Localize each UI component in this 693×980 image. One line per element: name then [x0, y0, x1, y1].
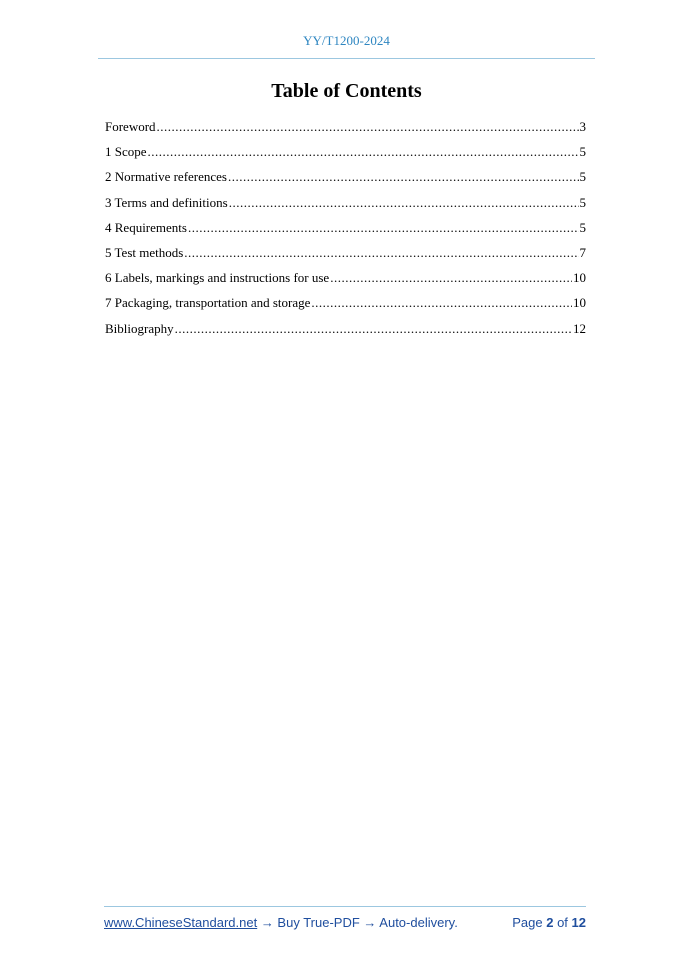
toc-dot-leader [229, 193, 579, 213]
toc-entry-bibliography[interactable] [105, 319, 586, 344]
toc-entry-label: 1 Scope [105, 144, 147, 160]
toc-entry-page: 7 [579, 244, 586, 260]
toc-entry-page: 5 [579, 144, 586, 160]
footer-promo [104, 915, 458, 930]
page-indicator [512, 915, 586, 930]
toc-entry-page: 5 [579, 169, 586, 185]
toc-entry-requirements[interactable] [105, 218, 586, 243]
toc-dot-leader [157, 117, 579, 137]
toc-entry-label: 2 Normative references [105, 169, 227, 185]
toc-entry-labels-markings[interactable] [105, 268, 586, 293]
of-word: of [557, 915, 568, 930]
toc-list [105, 117, 586, 344]
toc-entry-packaging[interactable] [105, 293, 586, 318]
header-divider [98, 58, 595, 59]
toc-dot-leader [311, 293, 572, 313]
page-footer [104, 915, 586, 933]
footer-tagline: → Buy True-PDF → Auto-delivery. [257, 915, 458, 930]
website-link[interactable]: www.ChineseStandard.net [104, 915, 258, 930]
toc-entry-normative-references[interactable] [105, 167, 586, 192]
toc-dot-leader [330, 268, 572, 288]
footer-divider [104, 906, 586, 907]
toc-entry-label: Foreword [105, 119, 156, 134]
toc-entry-page: 5 [579, 219, 586, 235]
toc-entry-label: 7 Packaging, transportation and storage [105, 295, 311, 311]
toc-dot-leader [184, 243, 578, 263]
toc-entry-page: 10 [573, 270, 586, 286]
current-page-number: 2 [546, 915, 554, 930]
toc-dot-leader [175, 319, 572, 339]
total-pages-number: 12 [571, 915, 586, 930]
toc-entry-scope[interactable] [105, 142, 586, 167]
page-word: Page [512, 915, 543, 930]
toc-entry-page: 3 [579, 119, 586, 134]
toc-dot-leader [148, 142, 579, 162]
document-code-header: YY/T1200-2024 [303, 33, 390, 48]
toc-entry-foreword[interactable] [105, 117, 586, 142]
toc-entry-label: 5 Test methods [105, 244, 184, 260]
toc-entry-terms-and-definitions[interactable] [105, 193, 586, 218]
toc-title: Table of Contents [271, 80, 422, 102]
toc-entry-label: 4 Requirements [105, 219, 187, 235]
toc-entry-label: 3 Terms and definitions [105, 194, 228, 210]
toc-entry-page: 12 [573, 320, 586, 336]
toc-entry-page: 5 [579, 194, 586, 210]
toc-dot-leader [188, 218, 579, 238]
toc-dot-leader [228, 167, 579, 187]
toc-entry-page: 10 [573, 295, 586, 311]
toc-entry-test-methods[interactable] [105, 243, 586, 268]
toc-entry-label: 6 Labels, markings and instructions for use [105, 270, 330, 286]
toc-entry-label: Bibliography [105, 320, 174, 336]
